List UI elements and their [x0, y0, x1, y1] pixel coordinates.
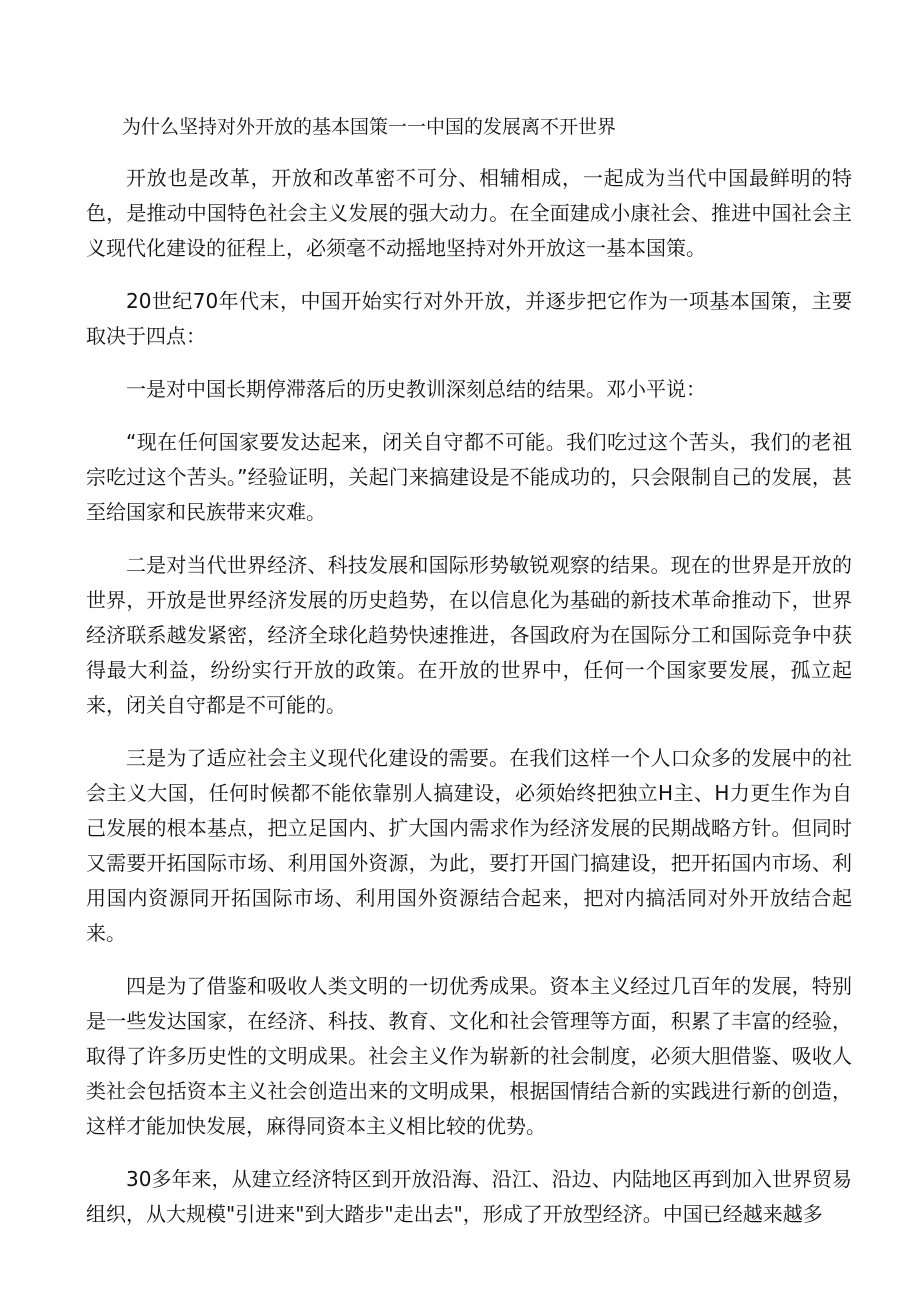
paragraph-background: 20世纪70年代末，中国开始实行对外开放，并逐步把它作为一项基本国策，主要取决于四点：: [86, 289, 852, 348]
paragraph-point-three: 三是为了适应社会主义现代化建设的需要。在我们这样一个人口众多的发展中的社会主义大国，任何时候都不能依靠别人搞建设，必须始终把独立H主、H力更生作为自己发展的根本基点，把立足国内、扩大国内需求作为经济发展的民期战略方针。但同时又需要开拓国际市场、利用国外资源，为此，要打开国门搞建设，把开拓国内市场、利用国内资源同开拓国际市场、利用国外资源结合起来，把对内搞活同对外开放结合起来。: [86, 746, 852, 945]
paragraph-point-two: 二是对当代世界经济、科技发展和国际形势敏锐观察的结果。现在的世界是开放的世界，开放是世界经济发展的历史趋势，在以信息化为基础的新技术革命推动下，世界经济联系越发紧密，经济全球化趋势快速推进，各国政府为在国际分工和国际竞争中获得最大利益，纷纷实行开放的政策。在开放的世界中，任何一个国家要发展，孤立起来，闭关自守都是不可能的。: [86, 553, 852, 717]
paragraph-intro: 开放也是改革，开放和改革密不可分、相辅相成，一起成为当代中国最鲜明的特色，是推动中国特色社会主义发展的强大动力。在全面建成小康社会、推进中国社会主义现代化建设的征程上，必须毫不动摇地坚持对外开放这一基本国策。: [86, 166, 852, 260]
paragraph-quote: “现在任何国家要发达起来，闭关自守都不可能。我们吃过这个苦头，我们的老祖宗吃过这个苦头。”经验证明，关起门来搞建设是不能成功的，只会限制自己的发展，甚至给国家和民族带来灾难。: [86, 430, 852, 524]
document-title: 为什么坚持对外开放的基本国策一一中国的发展离不开世界: [122, 116, 617, 138]
document-body: [86, 110, 852, 1250]
paragraph-thirty-years: 30多年来，从建立经济特区到开放沿海、沿江、沿边、内陆地区再到加入世界贸易组织，从大规模"引进来"到大踏步"走出去"，形成了开放型经济。中国已经越来越多: [86, 1167, 852, 1226]
paragraph-point-one: 一是对中国长期停滞落后的历史教训深刻总结的结果。邓小平说：: [126, 377, 706, 401]
paragraph-point-four: 四是为了借鉴和吸收人类文明的一切优秀成果。资本主义经过几百年的发展，特别是一些发达国家，在经济、科技、教育、文化和社会管理等方面，积累了丰富的经验，取得了许多历史性的文明成果。社会主义作为崭新的社会制度，必须大胆借鉴、吸收人类社会包括资本主义社会创造出来的文明成果，根据国情结合新的实践进行新的创造，这样才能加快发展，麻得同资本主义相比较的优势。: [86, 974, 852, 1138]
